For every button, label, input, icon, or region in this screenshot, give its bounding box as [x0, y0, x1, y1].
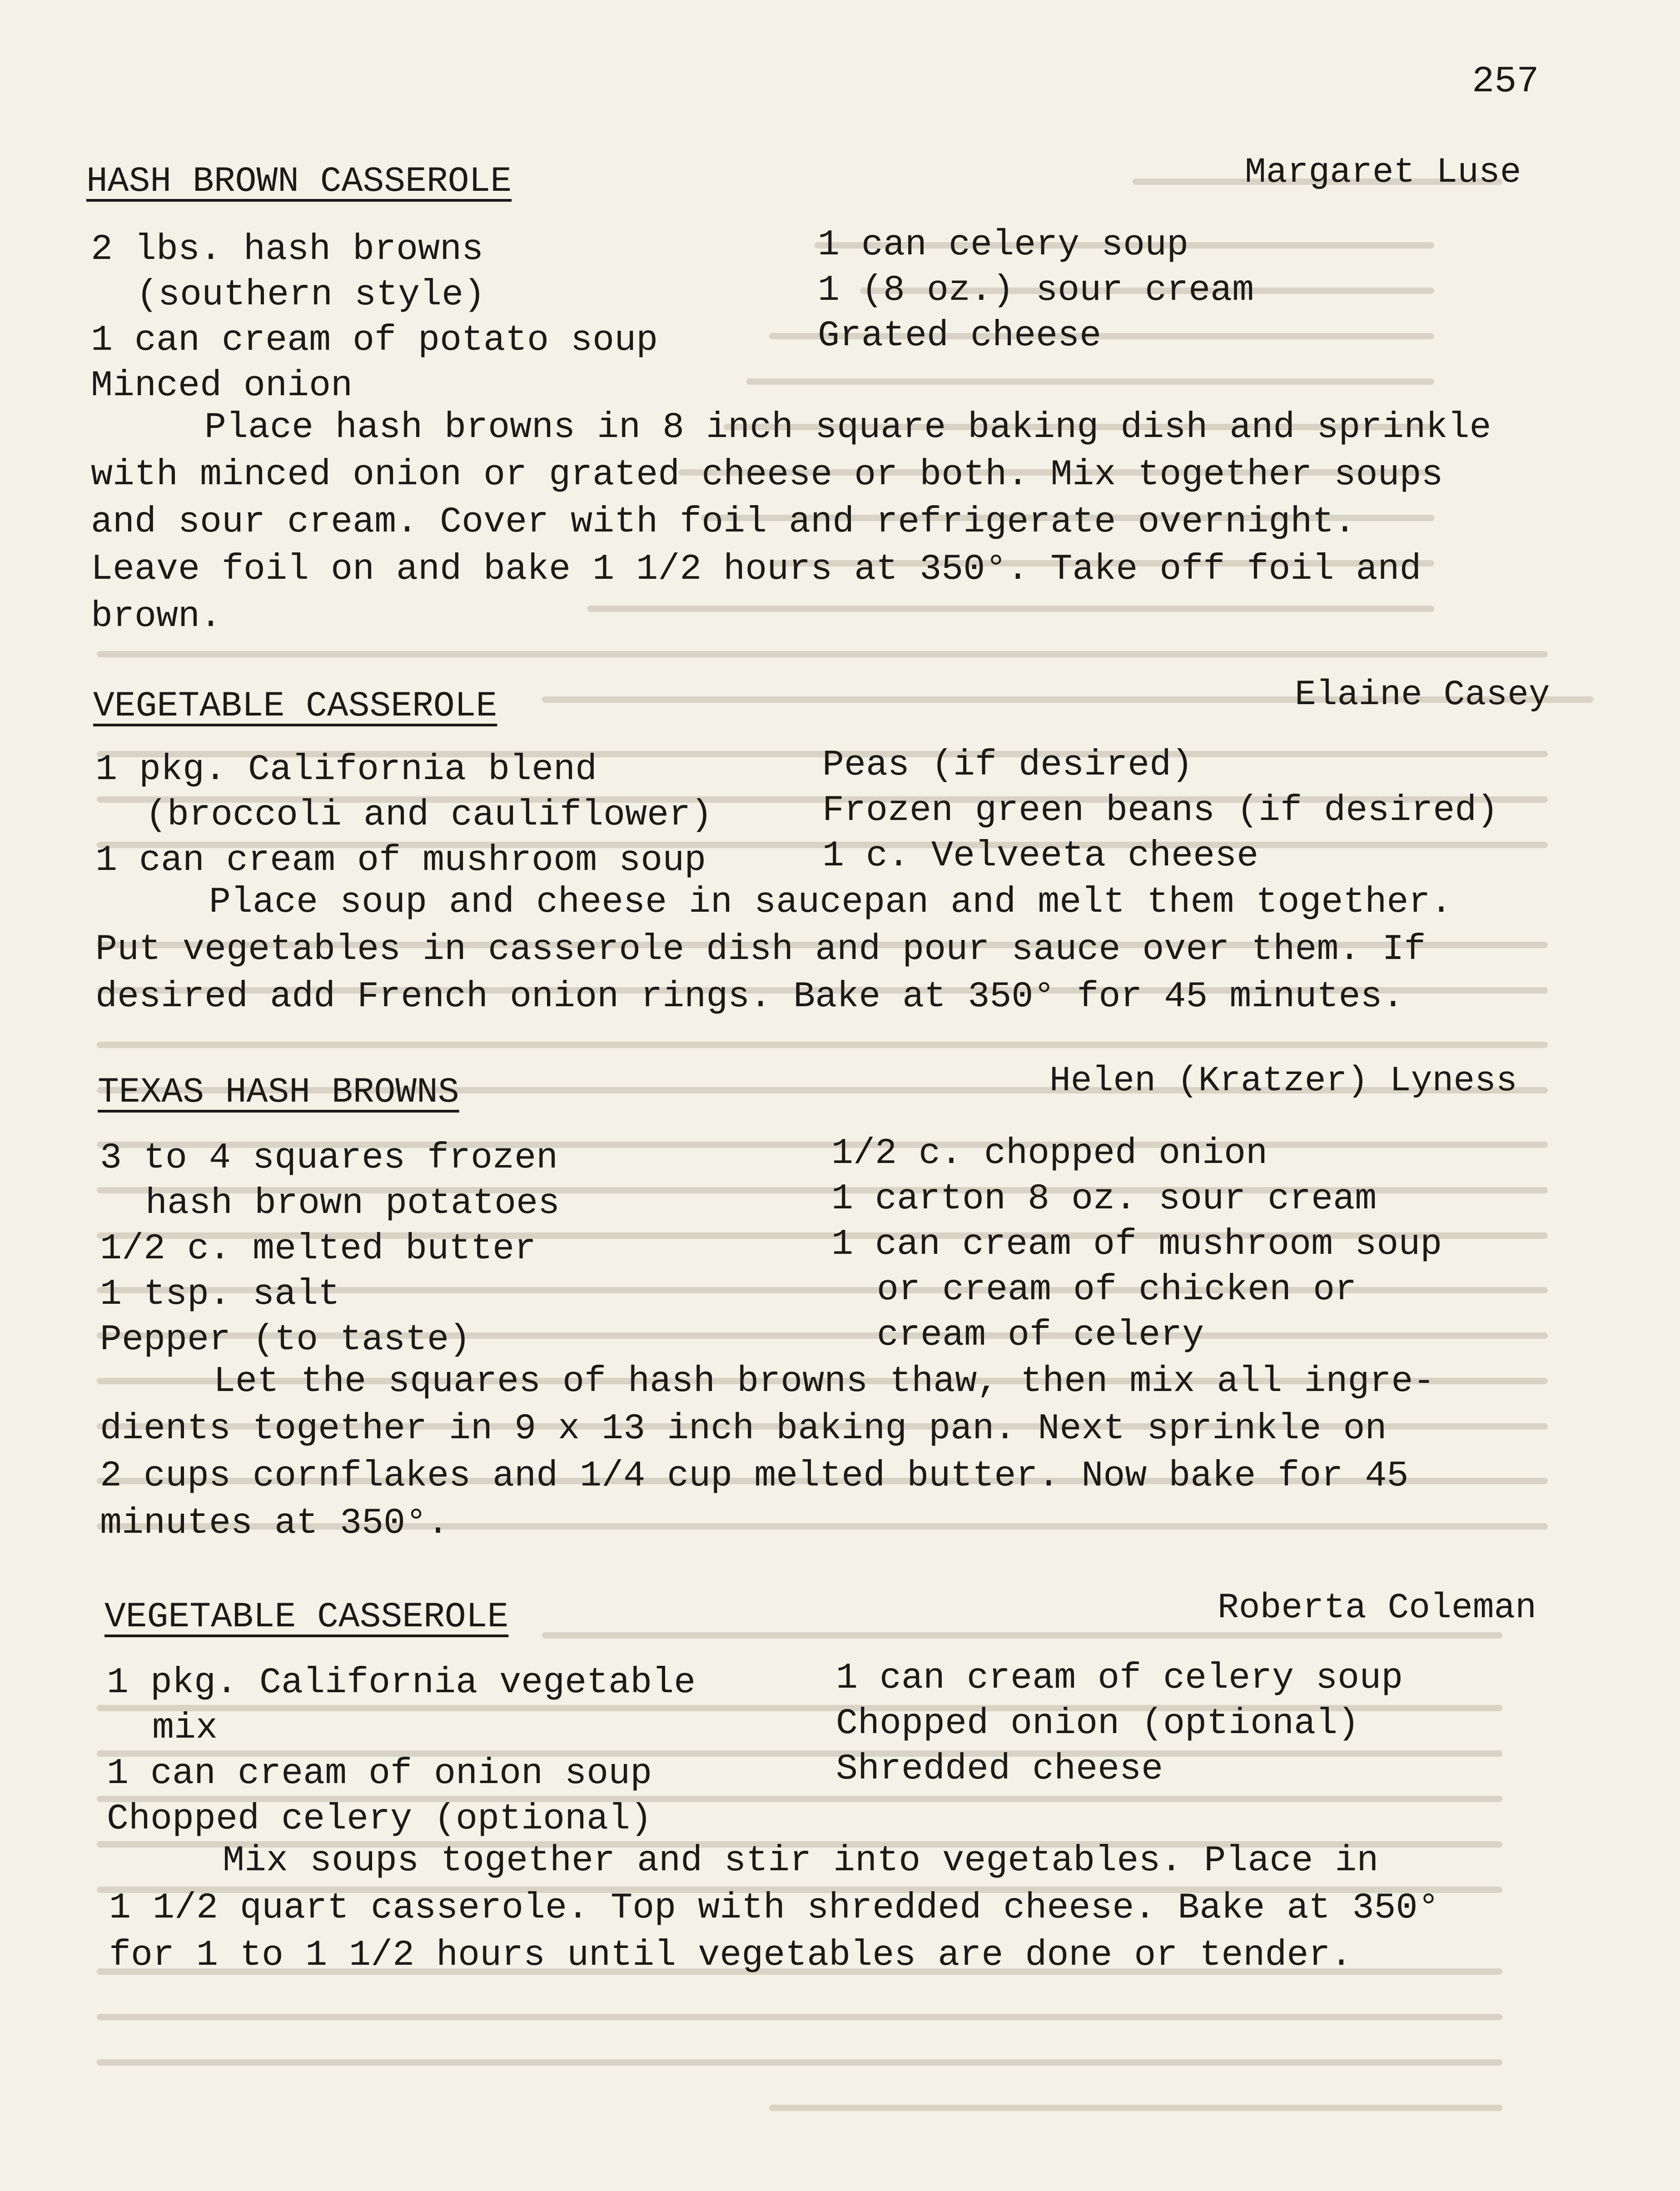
recipe-author: Elaine Casey [1295, 675, 1550, 715]
ingredient-item: (southern style) [136, 274, 486, 316]
instruction-line: Leave foil on and bake 1 1/2 hours at 350°. Take off foil and [91, 549, 1422, 590]
instruction-line: 2 cups cornflakes and 1/4 cup melted butter. Now bake for 45 [100, 1456, 1409, 1497]
ingredient-item: Chopped onion (optional) [836, 1703, 1360, 1744]
instruction-line: Put vegetables in casserole dish and pour sauce over them. If [95, 929, 1426, 970]
instruction-line: dients together in 9 x 13 inch baking pan. Next sprinkle on [100, 1408, 1387, 1450]
instruction-line: Place soup and cheese in saucepan and melt them together. [209, 882, 1452, 923]
ingredient-item: Peas (if desired) [822, 745, 1193, 786]
ingredient-item: 1/2 c. chopped onion [831, 1133, 1268, 1174]
ingredient-item: 1 can cream of potato soup [91, 320, 658, 361]
instruction-line: with minced onion or grated cheese or both. Mix together soups [91, 454, 1443, 496]
instruction-line: Let the squares of hash browns thaw, then mix all ingre- [214, 1361, 1435, 1402]
recipe-author: Helen (Kratzer) Lyness [1049, 1061, 1517, 1101]
recipe-title: VEGETABLE CASSEROLE [104, 1597, 509, 1637]
recipe-title: TEXAS HASH BROWNS [98, 1073, 459, 1113]
ingredient-item: 1 carton 8 oz. sour cream [831, 1178, 1377, 1220]
page-number: 257 [1472, 60, 1539, 103]
recipe-title: HASH BROWN CASSEROLE [86, 162, 512, 202]
ingredient-item: 1 can cream of celery soup [836, 1658, 1403, 1699]
ingredient-item: 1 pkg. California blend [95, 749, 597, 790]
instruction-line: brown. [91, 596, 222, 637]
ingredient-item: hash brown potatoes [145, 1183, 560, 1224]
ingredient-item: 2 lbs. hash browns [91, 229, 484, 270]
instruction-line: 1 1/2 quart casserole. Top with shredded cheese. Bake at 350° [109, 1888, 1440, 1929]
ingredient-item: Grated cheese [818, 315, 1102, 357]
ingredient-item: 1 can cream of mushroom soup [95, 840, 706, 881]
instruction-line: desired add French onion rings. Bake at 350° for 45 minutes. [95, 976, 1404, 1018]
ingredient-item: 1/2 c. melted butter [100, 1228, 537, 1270]
ingredient-item: Pepper (to taste) [100, 1319, 471, 1361]
ingredient-item: 1 c. Velveeta cheese [822, 835, 1259, 877]
recipe-author: Margaret Luse [1245, 153, 1521, 193]
ingredient-item: cream of celery [877, 1315, 1204, 1356]
ingredient-item: Frozen green beans (if desired) [822, 790, 1499, 831]
instruction-line: Mix soups together and stir into vegetables. Place in [223, 1840, 1379, 1882]
recipe-title: VEGETABLE CASSEROLE [93, 686, 497, 726]
ingredient-item: mix [152, 1708, 218, 1749]
ingredient-item: 1 (8 oz.) sour cream [818, 270, 1254, 311]
ingredient-item: 1 can cream of onion soup [107, 1753, 652, 1794]
ingredient-item: Minced onion [91, 365, 353, 407]
instruction-line: and sour cream. Cover with foil and refrigerate overnight. [91, 502, 1356, 543]
ingredient-item: 1 pkg. California vegetable [107, 1662, 696, 1704]
recipe-author: Roberta Coleman [1218, 1588, 1537, 1628]
instruction-line: Place hash browns in 8 inch square baking dish and sprinkle [204, 407, 1491, 448]
ingredient-item: Shredded cheese [836, 1749, 1163, 1790]
instruction-line: minutes at 350°. [100, 1503, 449, 1544]
ingredient-item: 3 to 4 squares frozen [100, 1138, 558, 1179]
ingredient-item: 1 can celery soup [818, 224, 1189, 266]
instruction-line: for 1 to 1 1/2 hours until vegetables are done or tender. [109, 1935, 1352, 1976]
ingredient-item: 1 tsp. salt [100, 1274, 340, 1315]
ingredient-item: Chopped celery (optional) [107, 1799, 652, 1840]
ingredient-item: (broccoli and cauliflower) [145, 795, 713, 836]
ingredient-item: or cream of chicken or [877, 1269, 1357, 1311]
ingredient-item: 1 can cream of mushroom soup [831, 1224, 1442, 1265]
